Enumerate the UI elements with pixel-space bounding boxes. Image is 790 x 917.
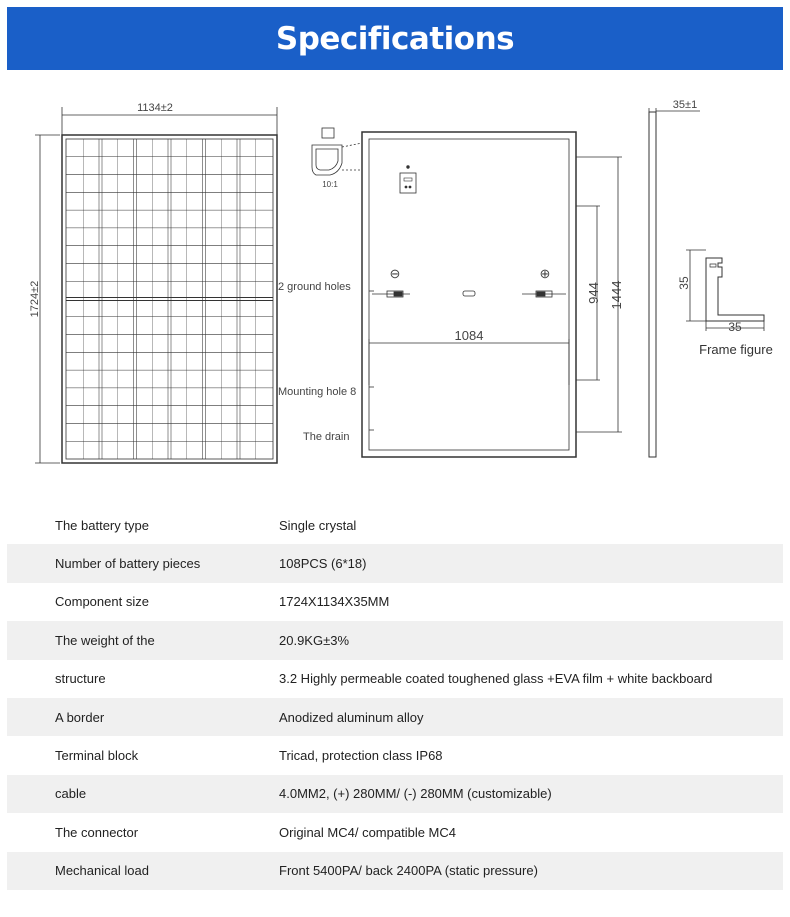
spec-value: Single crystal bbox=[279, 517, 357, 533]
spec-label: Number of battery pieces bbox=[55, 556, 201, 572]
spec-row bbox=[7, 698, 783, 736]
negative-symbol: ⊖ bbox=[389, 266, 401, 281]
front-height-dim: 1724±2 bbox=[29, 280, 41, 318]
spec-value: Front 5400PA/ back 2400PA (static pressure) bbox=[279, 863, 538, 879]
frame-profile bbox=[677, 250, 764, 334]
spec-value: Original MC4/ compatible MC4 bbox=[279, 824, 457, 840]
spec-row bbox=[7, 660, 783, 698]
front-view bbox=[29, 102, 277, 463]
frame-height-dim: 35 bbox=[677, 276, 691, 290]
cell-grid bbox=[66, 139, 273, 459]
panel-technical-drawing bbox=[0, 95, 790, 475]
spec-label: The connector bbox=[55, 824, 139, 840]
ground-holes-label: 2 ground holes bbox=[278, 281, 351, 293]
spec-row bbox=[7, 621, 783, 659]
spec-row bbox=[7, 544, 783, 582]
spec-value: Tricad, protection class IP68 bbox=[279, 748, 443, 764]
mounting-outer-dim: 1444 bbox=[609, 280, 624, 310]
detail-scale: 10:1 bbox=[322, 180, 338, 189]
spec-label: Component size bbox=[55, 594, 149, 610]
spec-value: 1724X1134X35MM bbox=[279, 594, 390, 610]
spec-value: 3.2 Highly permeable coated toughened glass +EVA film + white backboard bbox=[279, 671, 713, 687]
spec-row bbox=[7, 506, 783, 544]
drain-label: The drain bbox=[303, 431, 350, 443]
specs-table bbox=[7, 506, 783, 890]
spec-label: The weight of the bbox=[55, 632, 155, 648]
spec-label: structure bbox=[55, 671, 106, 687]
spec-row bbox=[7, 775, 783, 813]
page-title: Specifications bbox=[275, 20, 515, 57]
frame-width-dim: 35 bbox=[728, 320, 742, 334]
spec-row bbox=[7, 813, 783, 851]
spec-label: cable bbox=[55, 786, 87, 802]
spec-row bbox=[7, 736, 783, 774]
side-view bbox=[649, 99, 700, 457]
cable-connectors bbox=[372, 291, 566, 297]
spec-label: Terminal block bbox=[55, 748, 139, 764]
frame-figure-label: Frame figure bbox=[699, 342, 773, 357]
front-width-dim: 1134±2 bbox=[137, 102, 173, 114]
specifications-banner bbox=[7, 7, 783, 70]
spec-label: Mechanical load bbox=[55, 863, 149, 879]
spec-value: Anodized aluminum alloy bbox=[279, 709, 424, 725]
spec-value: 4.0MM2, (+) 280MM/ (-) 280MM (customizable) bbox=[279, 786, 552, 802]
mounting-width-dim: 1084 bbox=[454, 328, 484, 343]
spec-row bbox=[7, 583, 783, 621]
spec-value: 20.9KG±3% bbox=[279, 632, 350, 648]
spec-row bbox=[7, 852, 783, 890]
frame-corner-detail bbox=[312, 128, 362, 189]
mounting-hole-dim: 944 bbox=[586, 282, 601, 304]
rear-view bbox=[362, 132, 624, 457]
spec-label: A border bbox=[55, 709, 105, 725]
spec-value: 108PCS (6*18) bbox=[279, 556, 367, 572]
positive-symbol: ⊕ bbox=[539, 266, 551, 281]
mounting-hole-label: Mounting hole 8 bbox=[278, 386, 357, 398]
side-thickness-dim: 35±1 bbox=[672, 99, 698, 111]
spec-label: The battery type bbox=[55, 517, 149, 533]
